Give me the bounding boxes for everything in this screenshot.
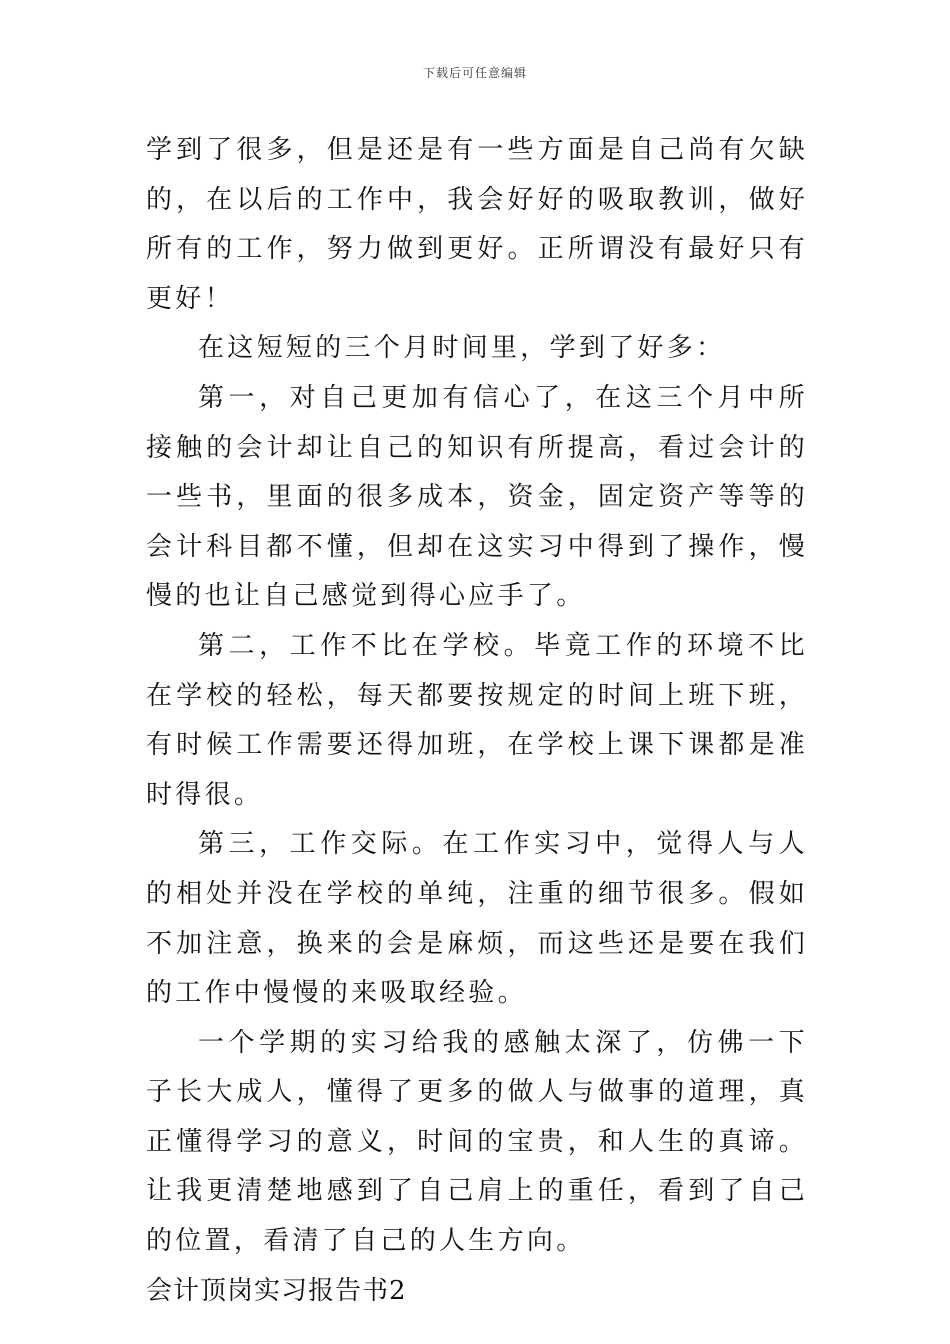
paragraph-2: 在这短短的三个月时间里，学到了好多： [198, 333, 726, 364]
paragraph-3: 第一，对自己更加有信心了，在这三个月中所接触的会计却让自己的知识有所提高，看过会计的一些书，里面的很多成本，资金，固定资产等等的会计科目都不懂，但却在这实习中得到了操作，慢慢的也让自己感觉到得心应手了。 [146, 382, 808, 612]
section-title: 会计顶岗实习报告书2 [146, 1275, 407, 1306]
document-body [146, 126, 808, 1316]
paragraph-6: 一个学期的实习给我的感触太深了，仿佛一下子长大成人，懂得了更多的做人与做事的道理，真正懂得学习的意义，时间的宝贵，和人生的真谛。让我更清楚地感到了自己肩上的重任，看到了自己的位置，看清了自己的人生方向。 [146, 1027, 808, 1257]
paragraph-4: 第二，工作不比在学校。毕竟工作的环境不比在学校的轻松，每天都要按规定的时间上班下班，有时候工作需要还得加班，在学校上课下课都是准时得很。 [146, 630, 808, 810]
page-header-note: 下载后可任意编辑 [422, 66, 527, 80]
paragraph-5: 第三，工作交际。在工作实习中，觉得人与人的相处并没在学校的单纯，注重的细节很多。假如不加注意，换来的会是麻烦，而这些还是要在我们的工作中慢慢的来吸取经验。 [146, 829, 808, 1009]
paragraph-1: 学到了很多，但是还是有一些方面是自己尚有欠缺的，在以后的工作中，我会好好的吸取教训，做好所有的工作，努力做到更好。正所谓没有最好只有更好！ [146, 135, 808, 314]
